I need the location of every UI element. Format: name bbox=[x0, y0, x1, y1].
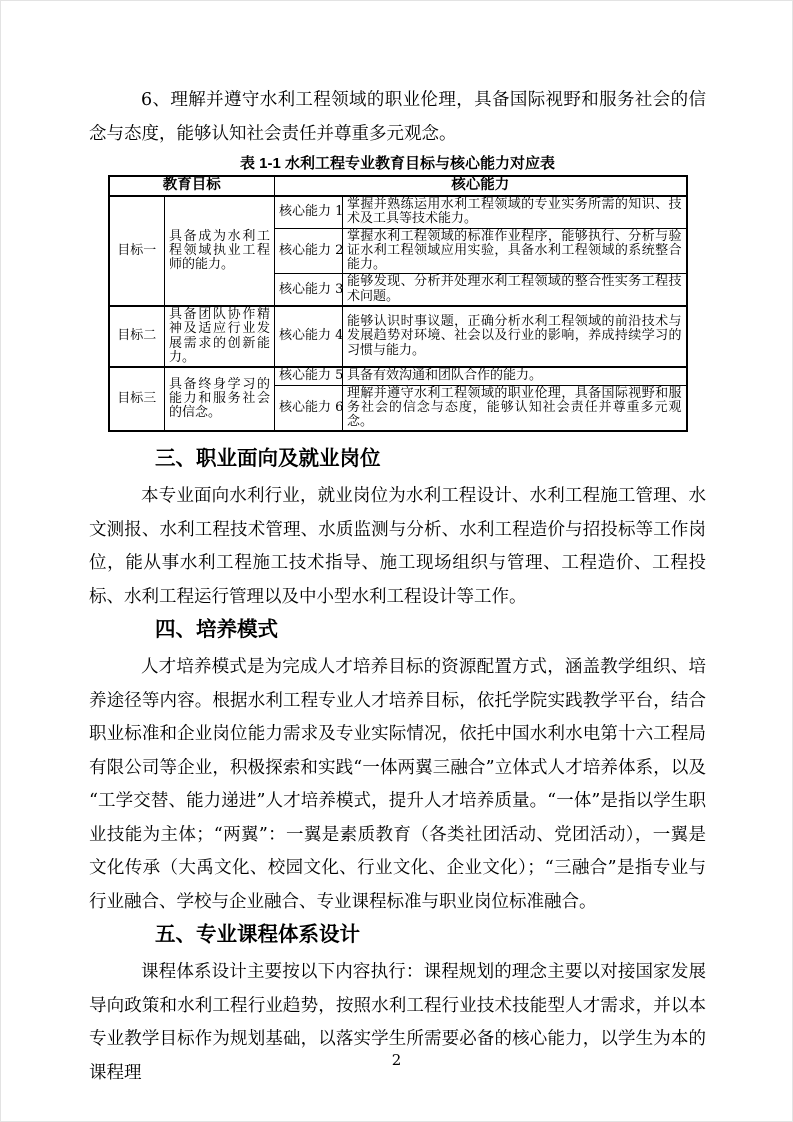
ability-5-label: 核心能力 5 bbox=[275, 367, 343, 385]
goal-2-description: 具备团队协作精神及适应行业发展需求的创新能力。 bbox=[165, 306, 275, 367]
intro-paragraph: 6、理解并遵守水利工程领域的职业伦理，具备国际视野和服务社会的信念与态度，能够认知社会责任并尊重多元观念。 bbox=[89, 90, 706, 144]
table-row bbox=[109, 196, 687, 228]
goal-3-label: 目标三 bbox=[109, 367, 165, 431]
section-paragraph-careers: 本专业面向水利行业，就业岗位为水利工程设计、水利工程施工管理、水文测报、水利工程技术管理、水质监测与分析、水利工程造价与招投标等工作岗位，能从事水利工程施工技术指导、施工现场组织与管理、工程造价、工程投标、水利工程运行管理以及中小型水利工程设计等工作。 bbox=[89, 486, 706, 607]
ability-5-description: 具备有效沟通和团队合作的能力。 bbox=[343, 367, 687, 385]
ability-2-description: 掌握水利工程领域的标准作业程序，能够执行、分析与验证水利工程领域应用实验，具备水利工程领域的系统整合能力。 bbox=[343, 228, 687, 274]
ability-6-description: 理解并遵守水利工程领域的职业伦理，具备国际视野和服务社会的信念与态度，能够认知社会责任并尊重多元观念。 bbox=[343, 385, 687, 431]
ability-1-description: 掌握并熟练运用水利工程领域的专业实务所需的知识、技术及工具等技术能力。 bbox=[343, 196, 687, 228]
section-paragraph-training-model: 人才培养模式是为完成人才培养目标的资源配置方式，涵盖教学组织、培养途径等内容。根据水利工程专业人才培养目标，依托学院实践教学平台，结合职业标准和企业岗位能力需求及专业实际情况，依托中国水利水电第十六工程局有限公司等企业，积极探索和实践“一体两翼三融合”立体式人才培养体系，以及“工学交替、能力递进”人才培养模式，提升人才培养质量。“一体”是指以学生职业技能为主体；“两翼”：一翼是素质教育（各类社团活动、党团活动），一翼是文化传承（大禹文化、校园文化、行业文化、企业文化）；“三融合”是指专业与行业融合、学校与企业融合、专业课程标准与职业岗位标准融合。 bbox=[89, 657, 706, 912]
section-heading-training-model: 四、培养模式 bbox=[155, 618, 278, 642]
ability-3-description: 能够发现、分析并处理水利工程领域的整合性实务工程技术问题。 bbox=[343, 274, 687, 306]
goals-abilities-table bbox=[108, 175, 688, 432]
section-paragraph-curriculum-design: 课程体系设计主要按以下内容执行：课程规划的理念主要以对接国家发展导向政策和水利工程行业趋势，按照水利工程行业技术技能型人才需求，并以本专业教学目标作为规划基础，以落实学生所需要必备的核心能力，以学生为本的课程理 bbox=[89, 962, 706, 1083]
column-header-core-abilities: 核心能力 bbox=[275, 176, 687, 196]
ability-4-description: 能够认识时事议题，正确分析水利工程领域的前沿技术与发展趋势对环境、社会以及行业的影响，养成持续学习的习惯与能力。 bbox=[343, 306, 687, 367]
section-heading-careers: 三、职业面向及就业岗位 bbox=[155, 447, 381, 471]
column-header-education-goals: 教育目标 bbox=[109, 176, 275, 196]
page-number: 2 bbox=[391, 1051, 402, 1069]
table-row bbox=[109, 367, 687, 385]
table-header-row bbox=[109, 176, 687, 196]
goal-1-label: 目标一 bbox=[109, 196, 165, 306]
ability-1-label: 核心能力 1 bbox=[275, 196, 343, 228]
ability-4-label: 核心能力 4 bbox=[275, 306, 343, 367]
ability-3-label: 核心能力 3 bbox=[275, 274, 343, 306]
goal-2-label: 目标二 bbox=[109, 306, 165, 367]
table-row bbox=[109, 306, 687, 367]
goal-3-description: 具备终身学习的能力和服务社会的信念。 bbox=[165, 367, 275, 431]
goal-1-description: 具备成为水利工程领域执业工程师的能力。 bbox=[165, 196, 275, 306]
ability-2-label: 核心能力 2 bbox=[275, 228, 343, 274]
table-caption: 表 1-1 水利工程专业教育目标与核心能力对应表 bbox=[239, 155, 556, 172]
ability-6-label: 核心能力 6 bbox=[275, 385, 343, 431]
section-heading-curriculum-design: 五、专业课程体系设计 bbox=[155, 923, 360, 947]
